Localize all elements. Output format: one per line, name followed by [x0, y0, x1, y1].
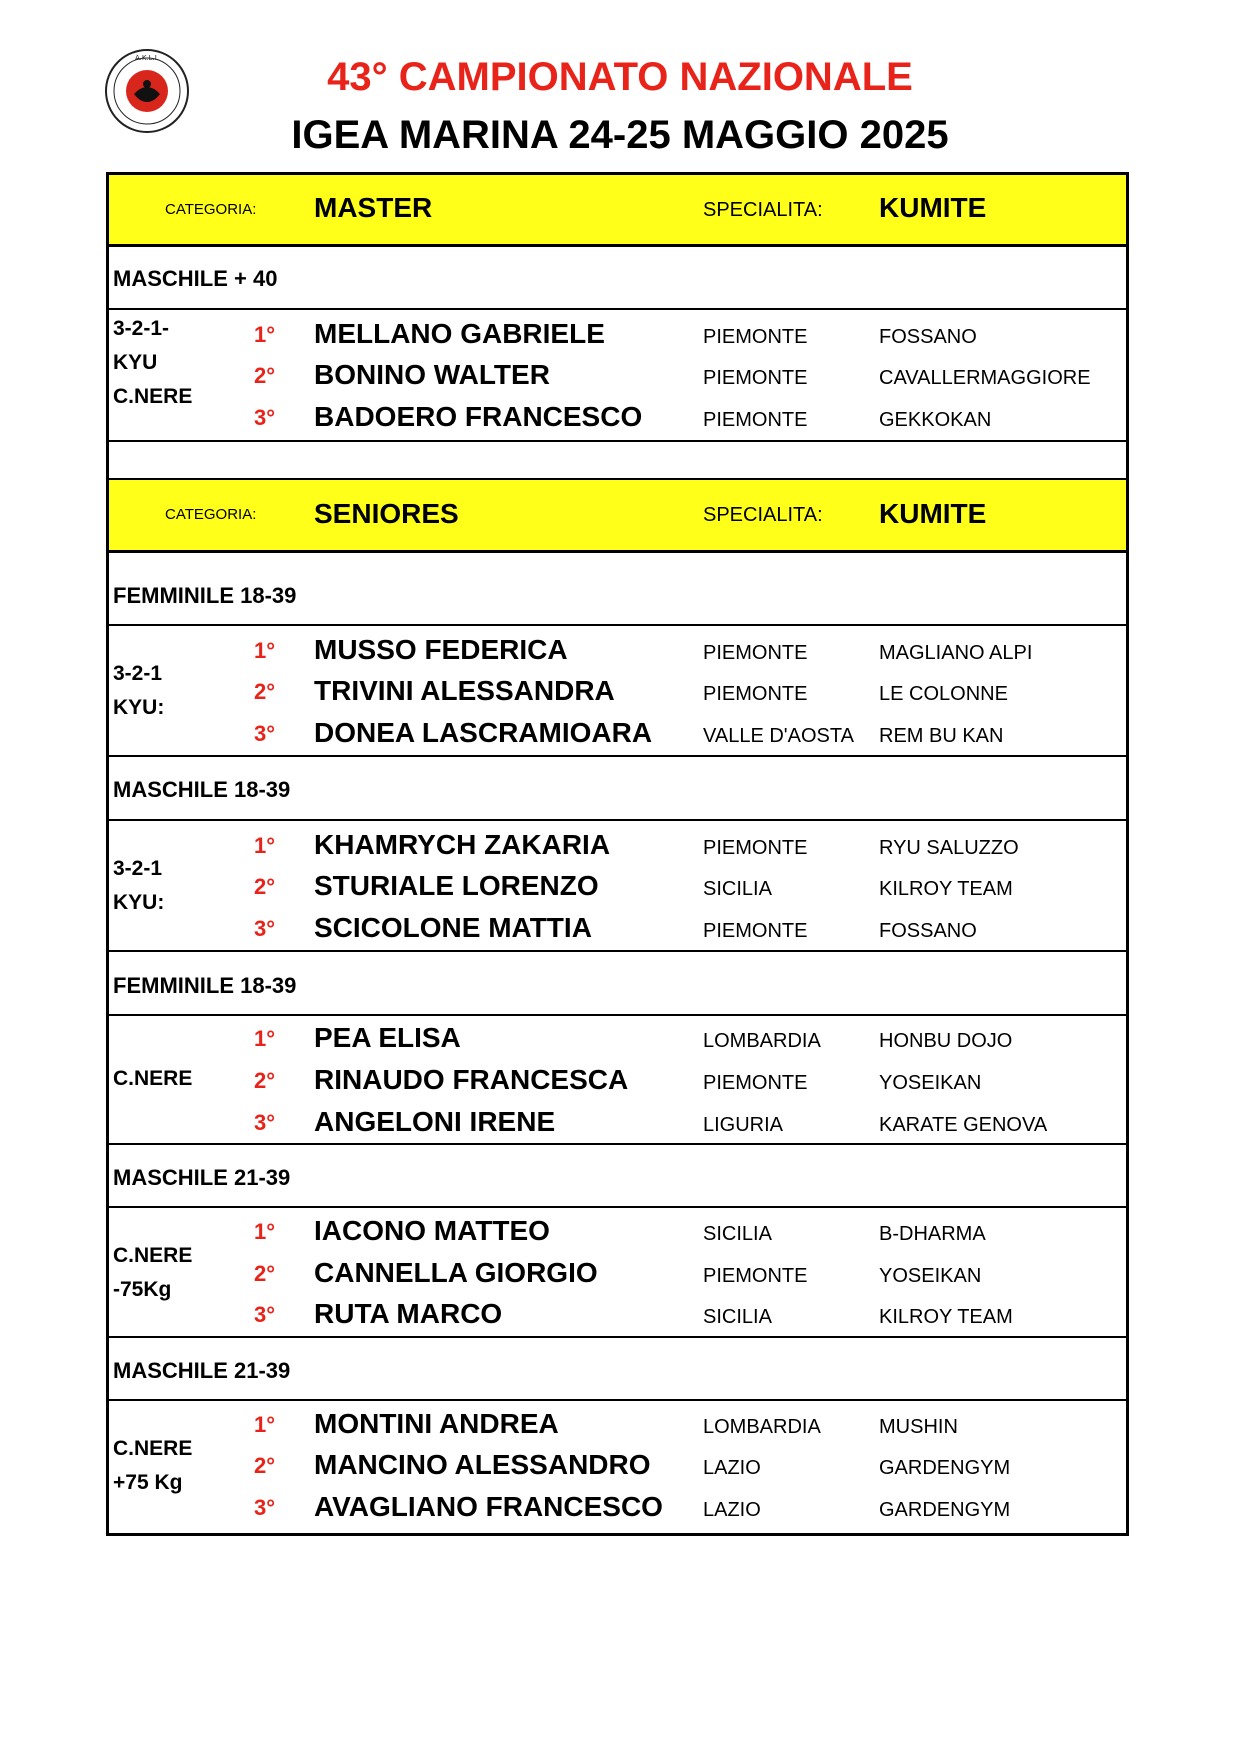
- result-row: [109, 912, 1126, 952]
- results-table: [106, 172, 1129, 1536]
- place: 1°: [254, 638, 276, 663]
- divider: [109, 624, 1126, 626]
- athlete-name: RUTA MARCO: [314, 1298, 503, 1329]
- athlete-name: PEA ELISA: [314, 1022, 461, 1053]
- place: 3°: [254, 1110, 276, 1135]
- place: 2°: [254, 874, 276, 899]
- place: 1°: [254, 833, 276, 858]
- group-title: FEMMINILE 18-39: [113, 583, 297, 608]
- athlete-name: MUSSO FEDERICA: [314, 634, 568, 665]
- result-row: [109, 1408, 1126, 1448]
- result-row: [109, 1106, 1126, 1146]
- result-row: [109, 1022, 1126, 1062]
- athlete-name: CANNELLA GIORGIO: [314, 1257, 598, 1288]
- category-value: SENIORES: [314, 498, 459, 529]
- result-row: [109, 1215, 1126, 1255]
- place: 1°: [254, 1219, 276, 1244]
- place: 2°: [254, 1261, 276, 1286]
- place: 3°: [254, 405, 276, 430]
- athlete-name: DONEA LASCRAMIOARA: [314, 717, 653, 748]
- region: PIEMONTE: [703, 642, 808, 664]
- athlete-name: STURIALE LORENZO: [314, 870, 599, 901]
- divider: [109, 1143, 1126, 1145]
- page-title: 43° CAMPIONATO NAZIONALE: [327, 55, 913, 99]
- region: PIEMONTE: [703, 409, 808, 431]
- result-row: [109, 318, 1126, 358]
- group-class: C.NERE +75 Kg: [113, 1437, 193, 1494]
- region: PIEMONTE: [703, 367, 808, 389]
- athlete-name: RINAUDO FRANCESCA: [314, 1064, 629, 1095]
- club: KILROY TEAM: [879, 878, 1013, 900]
- place: 3°: [254, 721, 276, 746]
- place: 2°: [254, 1068, 276, 1093]
- place: 1°: [254, 1026, 276, 1051]
- place: 1°: [254, 322, 276, 347]
- athlete-name: TRIVINI ALESSANDRA: [314, 675, 615, 706]
- divider: [109, 755, 1126, 757]
- group-class: C.NERE: [113, 1067, 193, 1090]
- club: HONBU DOJO: [879, 1030, 1013, 1052]
- club: KILROY TEAM: [879, 1306, 1013, 1328]
- club: KARATE GENOVA: [879, 1114, 1048, 1136]
- athlete-name: BADOERO FRANCESCO: [314, 401, 643, 432]
- region: LIGURIA: [703, 1114, 784, 1136]
- region: PIEMONTE: [703, 326, 808, 348]
- place: 2°: [254, 1453, 276, 1478]
- place: 1°: [254, 1412, 276, 1437]
- athlete-name: SCICOLONE MATTIA: [314, 912, 592, 943]
- region: PIEMONTE: [703, 1265, 808, 1287]
- place: 2°: [254, 679, 276, 704]
- region: SICILIA: [703, 1306, 772, 1328]
- athlete-name: MANCINO ALESSANDRO: [314, 1449, 651, 1480]
- athlete-name: BONINO WALTER: [314, 359, 550, 390]
- page-subtitle: IGEA MARINA 24-25 MAGGIO 2025: [291, 113, 949, 157]
- club: GARDENGYM: [879, 1457, 1011, 1479]
- divider: [109, 1336, 1126, 1338]
- club: RYU SALUZZO: [879, 837, 1019, 859]
- region: PIEMONTE: [703, 1072, 808, 1094]
- result-row: [109, 829, 1126, 869]
- athlete-name: IACONO MATTEO: [314, 1215, 550, 1246]
- region: PIEMONTE: [703, 683, 808, 705]
- athlete-name: AVAGLIANO FRANCESCO: [314, 1491, 663, 1522]
- category-header-seniores: [109, 480, 1126, 553]
- logo-text: A.K.L.I.: [134, 54, 160, 62]
- group-title: MASCHILE + 40: [113, 266, 278, 291]
- category-header-master: [109, 175, 1126, 247]
- divider: [109, 1399, 1126, 1401]
- specialty-label: SPECIALITA:: [703, 504, 823, 526]
- region: SICILIA: [703, 1223, 772, 1245]
- athlete-name: MELLANO GABRIELE: [314, 318, 605, 349]
- category-label: CATEGORIA:: [165, 506, 257, 523]
- divider: [109, 1014, 1126, 1016]
- group-class: 3-2-1 KYU:: [113, 857, 165, 914]
- result-row: [109, 675, 1126, 715]
- club: CAVALLERMAGGIORE: [879, 367, 1091, 389]
- specialty-value: KUMITE: [879, 192, 987, 223]
- divider: [109, 308, 1126, 310]
- region: PIEMONTE: [703, 920, 808, 942]
- federation-seal-logo-icon: [104, 48, 190, 134]
- group-class: C.NERE -75Kg: [113, 1244, 193, 1301]
- club: GARDENGYM: [879, 1499, 1011, 1521]
- club: FOSSANO: [879, 920, 977, 942]
- specialty-label: SPECIALITA:: [703, 199, 823, 221]
- group-title: FEMMINILE 18-39: [113, 973, 297, 998]
- athlete-name: MONTINI ANDREA: [314, 1408, 559, 1439]
- region: VALLE D'AOSTA: [703, 725, 854, 747]
- place: 3°: [254, 1302, 276, 1327]
- result-row: [109, 870, 1126, 910]
- divider: [109, 440, 1126, 442]
- place: 3°: [254, 916, 276, 941]
- category-value: MASTER: [314, 192, 433, 223]
- specialty-value: KUMITE: [879, 498, 987, 529]
- group-class: 3-2-1 KYU:: [113, 662, 165, 719]
- club: B-DHARMA: [879, 1223, 986, 1245]
- place: 2°: [254, 363, 276, 388]
- club: YOSEIKAN: [879, 1265, 982, 1287]
- result-row: [109, 359, 1126, 399]
- divider: [109, 950, 1126, 952]
- result-row: [109, 634, 1126, 674]
- result-row: [109, 1257, 1126, 1297]
- category-label: CATEGORIA:: [165, 201, 257, 218]
- result-row: [109, 1491, 1126, 1531]
- athlete-name: ANGELONI IRENE: [314, 1106, 556, 1137]
- result-row: [109, 717, 1126, 757]
- divider: [109, 1206, 1126, 1208]
- club: LE COLONNE: [879, 683, 1008, 705]
- region: LOMBARDIA: [703, 1030, 821, 1052]
- club: FOSSANO: [879, 326, 977, 348]
- region: PIEMONTE: [703, 837, 808, 859]
- region: LAZIO: [703, 1457, 761, 1479]
- athlete-name: KHAMRYCH ZAKARIA: [314, 829, 611, 860]
- result-row: [109, 1064, 1126, 1104]
- result-row: [109, 1449, 1126, 1489]
- club: GEKKOKAN: [879, 409, 992, 431]
- place: 3°: [254, 1495, 276, 1520]
- result-row: [109, 1298, 1126, 1338]
- club: MUSHIN: [879, 1416, 958, 1438]
- region: LAZIO: [703, 1499, 761, 1521]
- group-class: 3-2-1- KYU C.NERE: [113, 317, 193, 408]
- club: MAGLIANO ALPI: [879, 642, 1033, 664]
- club: REM BU KAN: [879, 725, 1004, 747]
- group-title: MASCHILE 21-39: [113, 1165, 291, 1190]
- group-title: MASCHILE 18-39: [113, 777, 291, 802]
- club: YOSEIKAN: [879, 1072, 982, 1094]
- group-title: MASCHILE 21-39: [113, 1358, 291, 1383]
- region: SICILIA: [703, 878, 772, 900]
- region: LOMBARDIA: [703, 1416, 821, 1438]
- divider: [109, 819, 1126, 821]
- result-row: [109, 401, 1126, 441]
